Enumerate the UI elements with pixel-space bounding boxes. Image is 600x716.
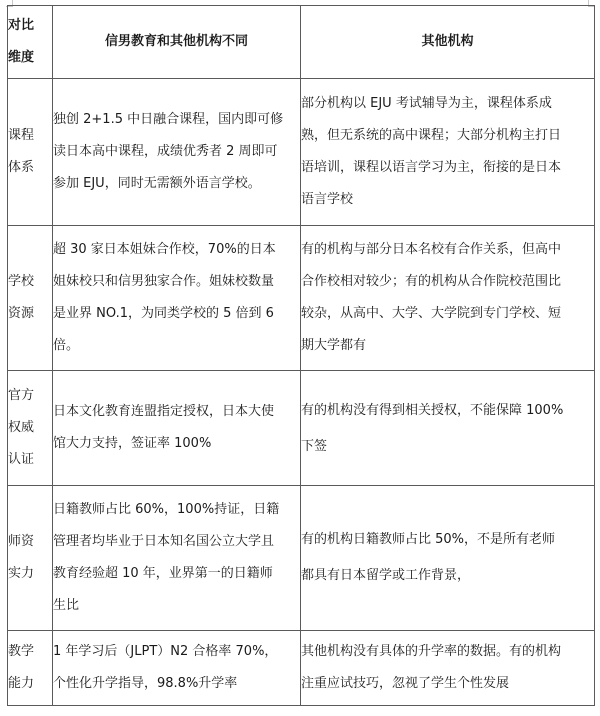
table-row-official-certification <box>8 371 595 486</box>
cell-line: 其他机构没有具体的升学率的数据。有的机构 <box>301 644 562 659</box>
dimension-line: 师资 <box>8 534 35 549</box>
table-row-curriculum <box>8 79 595 226</box>
cell-line: 下签 <box>301 439 328 454</box>
cell-line: 熟，但无系统的高中课程；大部分机构主打日 <box>301 128 562 143</box>
cell-line: 是业界 NO.1，为同类学校的 5 倍到 6 <box>53 306 274 321</box>
cell-line: 个性化升学指导，98.8%升学率 <box>53 676 238 691</box>
cell-line: 注重应试技巧，忽视了学生个性发展 <box>301 676 510 691</box>
cell-line: 管理者均毕业于日本知名国公立大学且 <box>53 534 275 549</box>
cell-line: 有的机构没有得到相关授权，不能保障 100% <box>301 403 564 418</box>
table-header-row <box>8 6 595 79</box>
dimension-line: 官方 <box>8 388 35 403</box>
table-row-faculty-strength <box>8 486 595 631</box>
cell-line: 语培训，课程以语言学习为主，衔接的是日本 <box>301 160 562 175</box>
cell-line: 都具有日本留学或工作背景， <box>301 568 471 583</box>
cell-line: 姐妹校只和信男独家合作。姐妹校数量 <box>53 274 275 289</box>
header-ours: 信男教育和其他机构不同 <box>53 6 301 79</box>
cell-line: 教育经验超 10 年，业界第一的日籍师 <box>53 566 273 581</box>
ours-cell <box>53 371 301 486</box>
cell-line: 较杂，从高中、大学、大学院到专门学校、短 <box>301 306 562 321</box>
cell-line: 日本文化教育连盟指定授权，日本大使 <box>53 404 275 419</box>
cell-line: 语言学校 <box>301 192 354 207</box>
cell-line: 独创 2+1.5 中日融合课程，国内即可修 <box>53 112 284 127</box>
cell-line: 合作校相对较少；有的机构从合作院校范围比 <box>301 274 562 289</box>
dimension-line: 实力 <box>8 566 35 581</box>
table-row-school-resources <box>8 226 595 371</box>
other-cell <box>301 226 595 371</box>
dimension-line: 资源 <box>8 306 35 321</box>
dimension-cell <box>8 371 53 486</box>
cell-line: 1 年学习后（JLPT）N2 合格率 70%， <box>53 644 278 659</box>
dimension-line: 体系 <box>8 160 35 175</box>
header-dimension <box>8 6 53 79</box>
dimension-cell <box>8 226 53 371</box>
cell-line: 日籍教师占比 60%，100%持证，日籍 <box>53 502 280 517</box>
header-dimension-line: 对比 <box>8 18 35 33</box>
dimension-line: 权威 <box>8 420 35 435</box>
dimension-line: 教学 <box>8 644 35 659</box>
dimension-line: 认证 <box>8 452 35 467</box>
other-cell <box>301 631 595 706</box>
cell-line: 有的机构日籍教师占比 50%，不是所有老师 <box>301 532 556 547</box>
dimension-cell <box>8 486 53 631</box>
dimension-cell <box>8 631 53 706</box>
comparison-table <box>7 5 595 706</box>
cell-line: 部分机构以 EJU 考试辅导为主，课程体系成 <box>301 96 552 111</box>
dimension-line: 学校 <box>8 274 35 289</box>
cell-line: 倍。 <box>53 338 80 353</box>
cell-line: 读日本高中课程，成绩优秀者 2 周即可 <box>53 144 278 159</box>
cell-line: 馆大力支持，签证率 100% <box>53 436 212 451</box>
ours-cell <box>53 631 301 706</box>
header-dimension-line: 维度 <box>8 50 35 65</box>
ours-cell <box>53 226 301 371</box>
header-other: 其他机构 <box>301 6 595 79</box>
other-cell <box>301 371 595 486</box>
other-cell <box>301 486 595 631</box>
dimension-line: 课程 <box>8 128 35 143</box>
other-cell <box>301 79 595 226</box>
cell-line: 期大学都有 <box>301 338 367 353</box>
ours-cell <box>53 79 301 226</box>
cell-line: 超 30 家日本姐妹合作校，70%的日本 <box>53 242 276 257</box>
dimension-line: 能力 <box>8 676 35 691</box>
dimension-cell <box>8 79 53 226</box>
table-row-teaching-ability <box>8 631 595 706</box>
ours-cell <box>53 486 301 631</box>
cell-line: 有的机构与部分日本名校有合作关系，但高中 <box>301 242 562 257</box>
cell-line: 参加 EJU，同时无需额外语言学校。 <box>53 176 261 191</box>
cell-line: 生比 <box>53 598 80 613</box>
